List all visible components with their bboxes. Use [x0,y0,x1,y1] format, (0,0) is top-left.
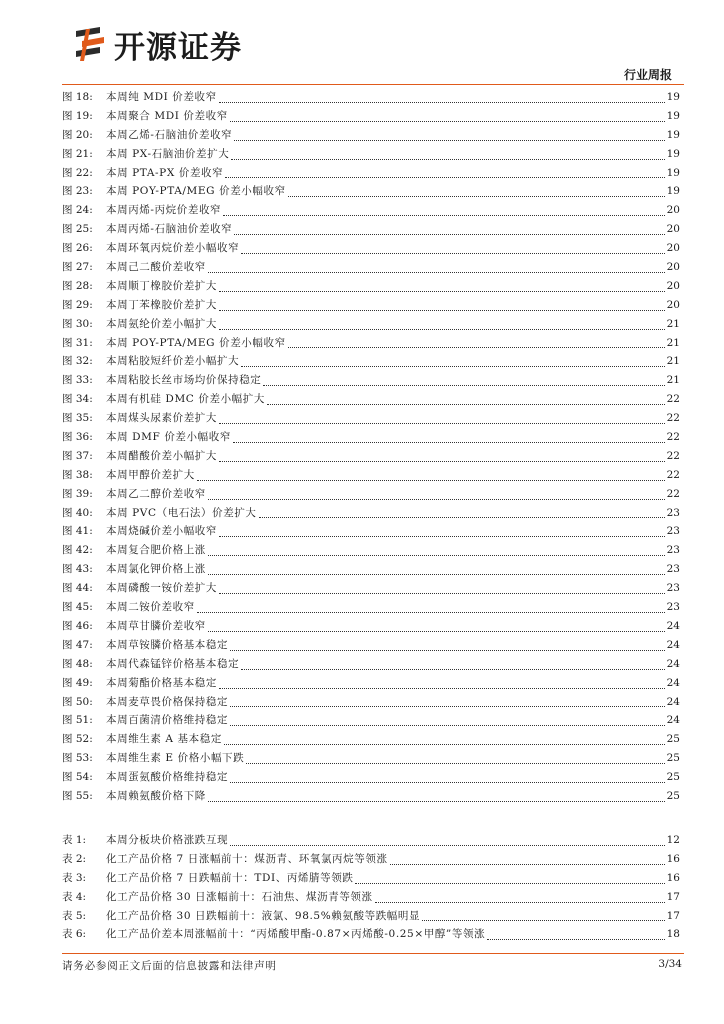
entry-title: 本周分板块价格涨跌互现 [106,834,229,846]
entry-title: 化工产品价格 30 日涨幅前十：石油焦、煤沥青等领涨 [106,890,373,903]
entry-title: 本周粘胶长丝市场均价保持稳定 [106,374,262,387]
entry-number: 图 31: [62,336,93,349]
dot-leader [288,195,665,197]
header-divider [62,84,684,85]
entry-page: 22 [666,468,680,481]
dot-leader [208,800,665,802]
entry-number: 图 39: [62,487,93,500]
dot-leader [197,611,665,613]
toc-entry[interactable] [62,908,680,927]
toc-entry[interactable] [62,372,680,391]
entry-title: 化工产品价差本周涨幅前十：“丙烯酸甲酯-0.87×丙烯酸-0.25×甲醇”等领涨 [106,928,486,941]
dot-leader [233,441,665,443]
dot-leader [230,705,665,707]
toc-entry[interactable] [62,165,680,184]
entry-title: 化工产品价格 7 日涨幅前十：煤沥青、环氧氯丙烷等领涨 [106,852,388,865]
entry-number: 图 34: [62,393,93,406]
entry-title: 本周顺丁橡胶价差扩大 [106,279,217,292]
entry-page: 19 [666,109,680,122]
entry-number: 图 49: [62,676,93,689]
entry-title: 本周草铵膦价格基本稳定 [106,638,229,651]
entry-number: 图 33: [62,374,93,387]
entry-page: 21 [666,336,680,349]
dot-leader [234,139,664,141]
entry-title: 本周代森锰锌价格基本稳定 [106,657,240,670]
entry-title: 本周维生素 E 价格小幅下跌 [106,752,245,765]
entry-number: 图 26: [62,242,93,255]
toc-entry[interactable] [62,618,680,637]
entry-page: 23 [666,563,680,576]
dot-leader [219,309,665,311]
entry-number: 图 40: [62,506,93,519]
entry-title: 本周丁苯橡胶价差扩大 [106,298,217,311]
entry-title: 本周醋酸价差小幅扩大 [106,449,217,462]
entry-title: 本周百菌清价格维持稳定 [106,714,229,727]
report-type-label: 行业周报 [623,68,672,82]
entry-page: 19 [666,128,680,141]
toc-entry[interactable] [62,486,680,505]
entry-page: 20 [666,204,680,217]
toc-entry[interactable] [62,467,680,486]
dot-leader [230,781,665,783]
toc-entry[interactable] [62,391,680,410]
entry-page: 23 [666,544,680,557]
dot-leader [241,252,664,254]
toc-entry[interactable] [62,788,680,807]
entry-number: 图 28: [62,279,93,292]
entry-number: 图 37: [62,449,93,462]
dot-leader [208,630,665,632]
entry-number: 表 2: [62,852,87,865]
toc-entry[interactable] [62,769,680,788]
entry-number: 图 46: [62,619,93,632]
entry-page: 22 [666,393,680,406]
entry-number: 图 32: [62,355,93,368]
toc-entry[interactable] [62,561,680,580]
dot-leader [208,498,665,500]
dot-leader [230,724,665,726]
entry-page: 24 [666,638,680,651]
entry-number: 图 42: [62,544,93,557]
entry-page: 19 [666,91,680,103]
entry-page: 24 [666,714,680,727]
entry-number: 图 44: [62,582,93,595]
entry-page: 21 [666,317,680,330]
figure-list [62,89,680,807]
entry-page: 25 [666,752,680,765]
dot-leader [241,668,664,670]
dot-leader [224,743,665,745]
entry-title: 本周 PTA-PX 价差收窄 [106,166,224,179]
brand-logo [74,24,242,64]
entry-title: 本周粘胶短纤价差小幅扩大 [106,355,240,368]
toc-entry[interactable] [62,297,680,316]
toc-entry[interactable] [62,448,680,467]
entry-title: 本周乙烯-石脑油价差收窄 [106,128,233,141]
dot-leader [355,882,664,884]
toc-entry[interactable] [62,580,680,599]
entry-number: 图 22: [62,166,93,179]
entry-number: 表 3: [62,871,87,884]
toc-entry[interactable] [62,731,680,750]
entry-title: 本周菊酯价格基本稳定 [106,676,217,689]
dot-leader [246,762,664,764]
toc-entry[interactable] [62,870,680,889]
dot-leader [230,649,665,651]
toc-entry[interactable] [62,278,680,297]
dot-leader [259,516,665,518]
dot-leader [219,592,665,594]
entry-title: 本周赖氨酸价格下降 [106,789,206,802]
toc-entry[interactable] [62,637,680,656]
dot-leader [241,365,664,367]
dot-leader [231,158,664,160]
entry-title: 本周甲醇价差扩大 [106,468,195,481]
toc-entry[interactable] [62,926,680,945]
toc-entry[interactable] [62,832,680,851]
entry-number: 表 5: [62,909,87,922]
toc-entry[interactable] [62,523,680,542]
dot-leader [288,346,665,348]
entry-page: 18 [666,928,680,941]
entry-number: 图 36: [62,431,93,444]
entry-number: 图 47: [62,638,93,651]
toc-entry[interactable] [62,656,680,675]
dot-leader [219,290,665,292]
entry-page: 25 [666,789,680,802]
toc-entry[interactable] [62,542,680,561]
entry-title: 本周乙二醇价差收窄 [106,487,206,500]
footer-divider [62,953,684,954]
entry-page: 17 [666,909,680,922]
entry-page: 12 [666,834,680,846]
dot-leader [223,214,664,216]
entry-number: 图 29: [62,298,93,311]
toc-entry[interactable] [62,146,680,165]
table-list [62,832,680,945]
toc-entry[interactable] [62,429,680,448]
entry-number: 图 27: [62,261,93,274]
entry-title: 本周纯 MDI 价差收窄 [106,91,217,103]
entry-page: 24 [666,619,680,632]
dot-leader [267,403,665,405]
entry-page: 22 [666,449,680,462]
disclaimer-text: 请务必参阅正文后面的信息披露和法律声明 [62,960,277,972]
dot-leader [225,176,664,178]
dot-leader [263,384,664,386]
entry-page: 19 [666,185,680,198]
entry-title: 本周丙烯-石脑油价差收窄 [106,223,233,236]
dot-leader [390,863,665,865]
entry-title: 本周 POY-PTA/MEG 价差小幅收窄 [106,336,286,349]
entry-page: 21 [666,355,680,368]
entry-page: 16 [666,852,680,865]
toc-entry[interactable] [62,694,680,713]
dot-leader [197,479,665,481]
entry-title: 本周磷酸一铵价差扩大 [106,582,217,595]
entry-title: 本周聚合 MDI 价差收窄 [106,109,228,122]
entry-title: 本周 POY-PTA/MEG 价差小幅收窄 [106,185,286,198]
entry-title: 本周二铵价差收窄 [106,601,195,614]
entry-number: 图 45: [62,601,93,614]
dot-leader [208,573,665,575]
dot-leader [219,422,665,424]
entry-number: 图 20: [62,128,93,141]
entry-page: 17 [666,890,680,903]
entry-number: 图 23: [62,185,93,198]
entry-page: 20 [666,261,680,274]
entry-title: 本周有机硅 DMC 价差小幅扩大 [106,393,265,406]
entry-title: 本周 PX-石脑油价差扩大 [106,147,230,160]
entry-page: 23 [666,582,680,595]
entry-title: 本周氨纶价差小幅扩大 [106,317,217,330]
entry-page: 19 [666,147,680,160]
entry-number: 图 21: [62,147,93,160]
entry-page: 25 [666,733,680,746]
entry-number: 图 50: [62,695,93,708]
entry-page: 24 [666,676,680,689]
entry-number: 图 19: [62,109,93,122]
entry-page: 16 [666,871,680,884]
dot-leader [208,554,665,556]
entry-number: 图 48: [62,657,93,670]
entry-page: 24 [666,695,680,708]
entry-page: 20 [666,298,680,311]
toc-entry[interactable] [62,410,680,429]
dot-leader [219,101,665,103]
entry-number: 图 35: [62,412,93,425]
page-number: 3/34 [658,958,682,970]
entry-number: 表 4: [62,890,87,903]
entry-title: 化工产品价格 7 日跌幅前十：TDI、丙烯腈等领跌 [106,871,354,884]
entry-title: 本周蛋氨酸价格维持稳定 [106,771,229,784]
entry-number: 图 25: [62,223,93,236]
dot-leader [230,844,665,846]
toc-entry[interactable] [62,712,680,731]
entry-page: 23 [666,525,680,538]
entry-title: 本周 DMF 价差小幅收窄 [106,431,231,444]
toc-entry[interactable] [62,851,680,870]
entry-title: 本周环氧丙烷价差小幅收窄 [106,242,240,255]
toc-entry[interactable] [62,316,680,335]
entry-title: 化工产品价格 30 日跌幅前十：液氯、98.5%赖氨酸等跌幅明显 [106,909,421,922]
entry-title: 本周草甘膦价差收窄 [106,619,206,632]
toc-entry[interactable] [62,89,680,108]
entry-page: 23 [666,506,680,519]
entry-title: 本周氯化钾价格上涨 [106,563,206,576]
toc-entry[interactable] [62,750,680,769]
toc-entry[interactable] [62,221,680,240]
toc-entry[interactable] [62,259,680,278]
toc-entry[interactable] [62,183,680,202]
entry-number: 图 24: [62,204,93,217]
entry-title: 本周复合肥价格上涨 [106,544,206,557]
entry-page: 22 [666,412,680,425]
toc-entry[interactable] [62,240,680,259]
entry-number: 图 41: [62,525,93,538]
toc-entry[interactable] [62,675,680,694]
entry-page: 25 [666,771,680,784]
entry-page: 24 [666,657,680,670]
dot-leader [219,460,665,462]
dot-leader [208,271,665,273]
entry-number: 图 52: [62,733,93,746]
dot-leader [219,687,665,689]
entry-title: 本周维生素 A 基本稳定 [106,733,222,746]
toc-entry[interactable] [62,127,680,146]
toc-entry[interactable] [62,353,680,372]
entry-page: 23 [666,601,680,614]
entry-number: 表 6: [62,928,87,941]
entry-number: 图 43: [62,563,93,576]
entry-number: 图 55: [62,789,93,802]
entry-page: 20 [666,279,680,292]
entry-title: 本周烧碱价差小幅收窄 [106,525,217,538]
entry-title: 本周煤头尿素价差扩大 [106,412,217,425]
entry-page: 20 [666,223,680,236]
entry-page: 21 [666,374,680,387]
kaiyuan-logo-icon [74,25,108,63]
dot-leader [230,120,665,122]
entry-page: 19 [666,166,680,179]
entry-number: 图 51: [62,714,93,727]
entry-title: 本周丙烯-丙烷价差收窄 [106,204,222,217]
dot-leader [234,233,664,235]
entry-number: 图 54: [62,771,93,784]
dot-leader [219,535,665,537]
entry-number: 表 1: [62,834,87,846]
entry-title: 本周 PVC（电石法）价差扩大 [106,506,257,519]
entry-page: 22 [666,431,680,444]
entry-title: 本周己二酸价差收窄 [106,261,206,274]
toc-entry[interactable] [62,202,680,221]
toc-entry[interactable] [62,505,680,524]
toc-entry[interactable] [62,335,680,354]
toc-entry[interactable] [62,889,680,908]
dot-leader [422,919,665,921]
toc-entry[interactable] [62,599,680,618]
entry-number: 图 30: [62,317,93,330]
toc-entry[interactable] [62,108,680,127]
entry-number: 图 18: [62,91,93,103]
dot-leader [375,901,665,903]
logo-text: 开源证券 [114,29,242,66]
entry-title: 本周麦草畏价格保持稳定 [106,695,229,708]
dot-leader [487,938,664,940]
dot-leader [219,328,665,330]
entry-page: 22 [666,487,680,500]
entry-number: 图 53: [62,752,93,765]
entry-page: 20 [666,242,680,255]
entry-number: 图 38: [62,468,93,481]
